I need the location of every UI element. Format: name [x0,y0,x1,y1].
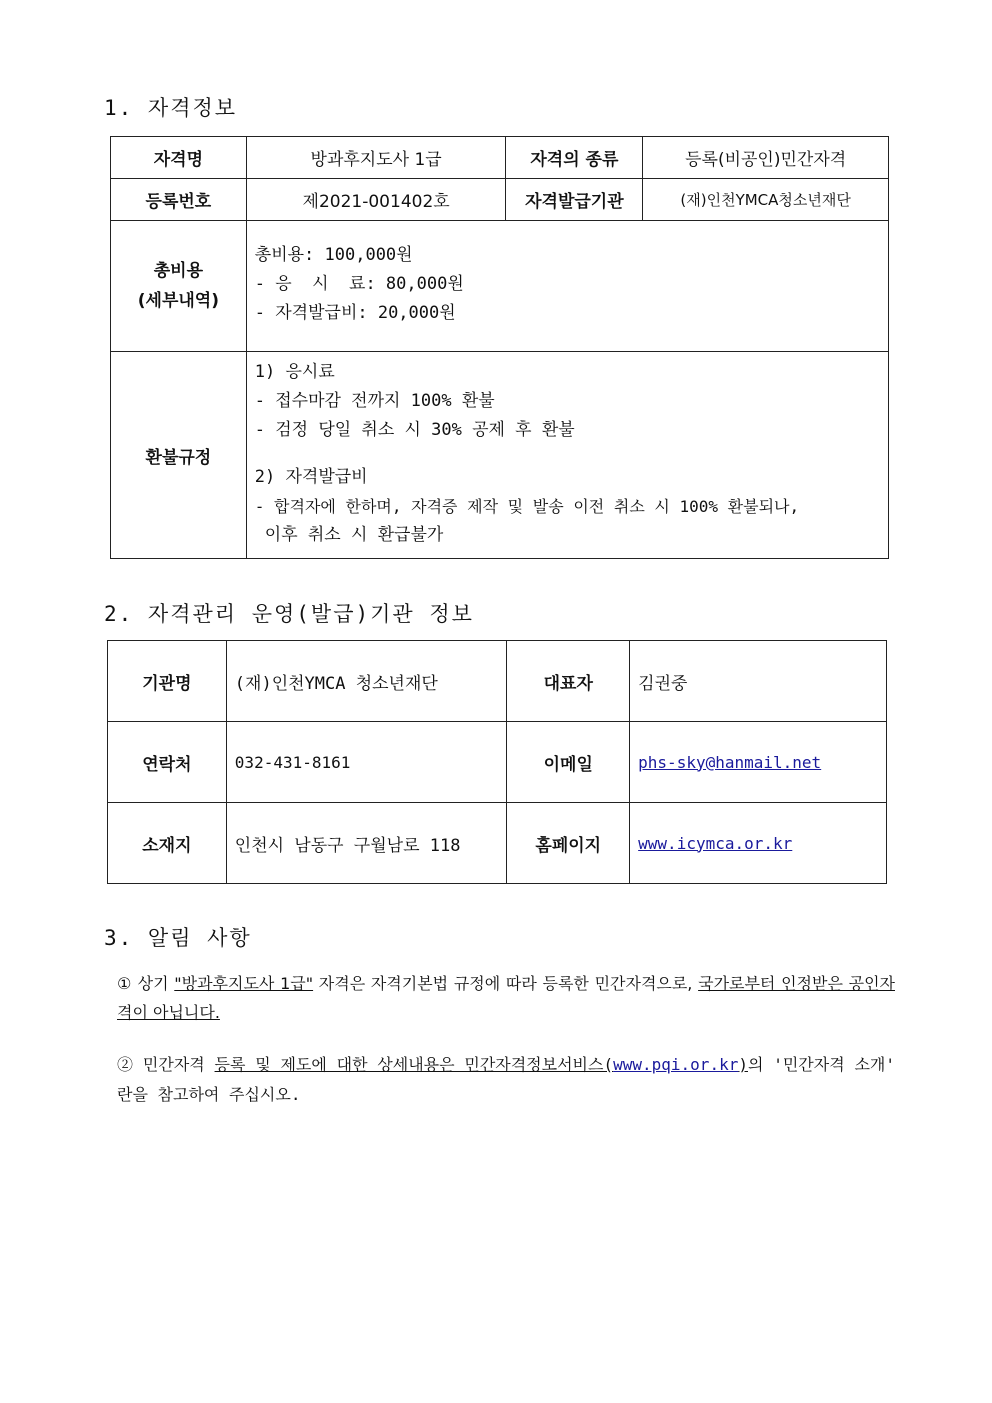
registration-number-label: 등록번호 [111,179,247,221]
contact-value: 032-431-8161 [226,722,507,803]
notice-2-text-b: 등록 및 제도에 대한 상세내용은 민간자격정보서비스( [214,1055,614,1074]
qualification-name-value: 방과후지도사 1급 [246,137,506,179]
qualification-type-label: 자격의 종류 [506,137,643,179]
address-value: 인천시 남동구 구월남로 118 [226,803,507,884]
table-row [111,179,889,221]
issuing-agency-value: (재)인천YMCA청소년재단 [643,179,889,221]
contact-label: 연락처 [108,722,227,803]
representative-label: 대표자 [507,641,630,722]
table-row [111,137,889,179]
table-row [111,221,889,352]
notice-1-text-a: 상기 [131,974,175,993]
agency-name-value: (재)인천YMCA 청소년재단 [226,641,507,722]
table-row [111,352,889,559]
registration-number-value: 제2021-001402호 [246,179,506,221]
email-label: 이메일 [507,722,630,803]
refund-issue-fee-heading: 2) 자격발급비 [254,467,368,487]
total-cost-label-line1: 총비용 [153,261,204,281]
pqi-link[interactable]: www.pqi.or.kr [613,1055,739,1074]
refund-policy-details [246,352,888,559]
refund-issue-fee-line2: 이후 취소 시 환급불가 [264,525,444,545]
notice-2-paren: ) [738,1055,748,1074]
table-row [108,722,887,803]
refund-exam-fee-heading: 1) 응시료 [254,362,335,382]
table-row [108,803,887,884]
notice-2-marker: ② [117,1055,134,1074]
refund-policy-label: 환불규정 [111,352,247,559]
qualification-type-value: 등록(비공인)민간자격 [643,137,889,179]
issuing-agency-label: 자격발급기관 [506,179,643,221]
table-row [108,641,887,722]
address-label: 소재지 [108,803,227,884]
email-cell [630,722,887,803]
notice-2-text-a: 민간자격 [133,1055,215,1074]
email-link[interactable]: phs-sky@hanmail.net [638,752,822,772]
notice-1 [117,969,895,1027]
section-2-title: 2. 자격관리 운영(발급)기관 정보 [104,602,474,626]
homepage-label: 홈페이지 [507,803,630,884]
notice-1-not-national: 국가로부터 인정받은 공인자격이 아닙니다. [117,974,895,1022]
agency-name-label: 기관명 [108,641,227,722]
cost-line-total: 총비용: 100,000원 [254,245,413,265]
refund-issue-fee-line1: - 합격자에 한하며, 자격증 제작 및 발송 이전 취소 시 100% 환불되나, [254,497,800,516]
qualification-info-table [110,136,889,559]
notice-1-marker: ① [117,974,132,993]
total-cost-details [246,221,888,352]
refund-exam-fee-line2: - 검정 당일 취소 시 30% 공제 후 환불 [254,420,575,440]
agency-info-table [107,640,887,884]
homepage-link[interactable]: www.icymca.or.kr [638,833,793,853]
homepage-cell [630,803,887,884]
notice-1-text-b: 자격은 자격기본법 규정에 따라 등록한 민간자격으로, [313,974,699,993]
notice-2 [117,1050,895,1110]
section-3-title: 3. 알림 사항 [104,926,252,950]
notice-1-qualification: "방과후지도사 1급" [174,974,314,993]
section-1-title: 1. 자격정보 [104,96,238,120]
total-cost-label-line2: (세부내역) [137,291,219,311]
representative-value: 김권중 [630,641,887,722]
qualification-name-label: 자격명 [111,137,247,179]
notice-2-text-c: 의 '민간자격 소개' 란을 참고하여 주십시오. [117,1055,895,1104]
cost-line-exam-fee: - 응 시 료: 80,000원 [254,274,464,294]
refund-exam-fee-line1: - 접수마감 전까지 100% 환불 [254,391,495,411]
cost-line-issue-fee: - 자격발급비: 20,000원 [254,303,456,323]
total-cost-label [111,221,247,352]
